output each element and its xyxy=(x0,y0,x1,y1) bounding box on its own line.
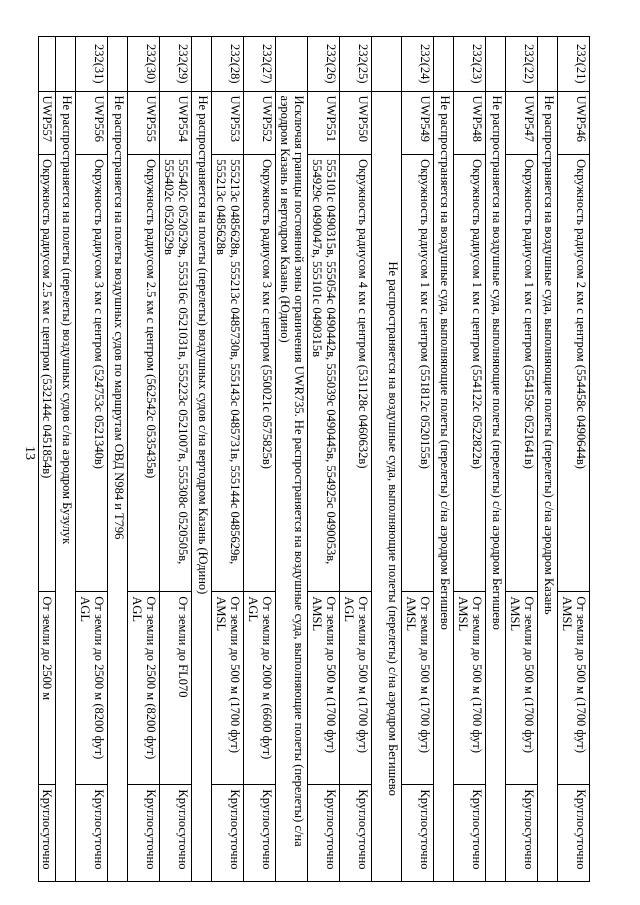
zone-code: UWP556 xyxy=(76,91,108,155)
zone-code: UWP546 xyxy=(558,91,590,155)
empty-cell xyxy=(56,37,76,92)
zone-number: 232(29) xyxy=(160,37,192,92)
zone-boundary: 555213с 0485628в, 555213с 0485730в, 555143с 0485731в, 555144с 0485629в, 555213с 0485628в xyxy=(212,155,244,592)
zone-boundary: Окружность радиусом 2 км с центром (554458с 0490644в) xyxy=(558,155,590,592)
activity-time: Круглосуточно xyxy=(76,785,108,882)
empty-cell xyxy=(486,37,506,92)
vertical-limits: От земли до 500 м (1700 фут) AMSL xyxy=(506,592,538,785)
table-row xyxy=(76,37,108,882)
zone-number xyxy=(39,37,56,92)
exception-note: Исключая границы постоянной зоны ограничения UWR735. Не распространяется на воздушные суда, выполняющие полеты (перелеты) с/на аэродром Казань и вертодром Казань (Юдино) xyxy=(276,91,308,881)
zone-number: 232(25) xyxy=(340,37,372,92)
zone-code: UWP549 xyxy=(402,91,434,155)
exception-note: Не распространяется на воздушные суда, выполняющие полеты (перелеты) с/на аэродром Бегишево xyxy=(486,91,506,881)
activity-time: Круглосуточно xyxy=(558,785,590,882)
table-row xyxy=(212,37,244,882)
restricted-zones-table xyxy=(38,36,590,882)
zone-boundary: Окружность радиусом 2.5 км с центром (532144с 0451854в) xyxy=(39,155,56,592)
vertical-limits: От земли до 500 м (1700 фут) AMSL xyxy=(558,592,590,785)
zone-boundary: Окружность радиусом 1 км с центром (554159с 0521641в) xyxy=(506,155,538,592)
table-row xyxy=(39,37,56,882)
zone-number: 232(28) xyxy=(212,37,244,92)
zone-code: UWP551 xyxy=(308,91,340,155)
zone-boundary: 555402с 0520529в, 555316с 0521031в, 555223с 0521007в, 555308с 0520505в, 555402с 0520529в xyxy=(160,155,192,592)
zone-number: 232(21) xyxy=(558,37,590,92)
note-row xyxy=(108,37,128,882)
activity-time: Круглосуточно xyxy=(39,785,56,882)
vertical-limits: От земли до 2500 м (8200 фут) AGL xyxy=(76,592,108,785)
note-row xyxy=(56,37,76,882)
note-row xyxy=(192,37,212,882)
exception-note: Не распространяется на полеты (перелеты) воздушных судов с/на аэродром Бузулук xyxy=(56,91,76,881)
zone-number: 232(27) xyxy=(244,37,276,92)
activity-time: Круглосуточно xyxy=(212,785,244,882)
exception-note: Не распространяется на полеты воздушных судов по маршрутам ОВД N984 и T796 xyxy=(108,91,128,881)
table-row xyxy=(558,37,590,882)
zone-boundary: Окружность радиусом 1 км с центром (554122с 0522822в) xyxy=(454,155,486,592)
empty-cell xyxy=(538,37,558,92)
zone-boundary: Окружность радиусом 3 км с центром (550021с 0575825в) xyxy=(244,155,276,592)
exception-note: Не распространяется на воздушные суда, выполняющие полеты (перелеты) с/на аэродром Бегишево xyxy=(434,91,454,881)
table-row xyxy=(402,37,434,882)
zone-code: UWP554 xyxy=(160,91,192,155)
exception-note: Не распространяется на воздушные суда, выполняющие полеты (перелеты) с/на аэродром Казань xyxy=(538,91,558,881)
empty-cell xyxy=(372,37,402,92)
exception-note: Не распространяется на полеты (перелеты) воздушных судов с/на вертодром Казань (Юдино) xyxy=(192,91,212,881)
exception-note: Не распространяется на воздушные суда, выполняющие полеты (перелеты) с/на аэродром Бегишево xyxy=(372,91,402,881)
note-row xyxy=(434,37,454,882)
page-number: 13 xyxy=(22,446,37,460)
rotated-table-frame xyxy=(40,36,590,882)
activity-time: Круглосуточно xyxy=(340,785,372,882)
zone-code: UWP557 xyxy=(39,91,56,155)
table-row xyxy=(308,37,340,882)
zone-number: 232(31) xyxy=(76,37,108,92)
zone-number: 232(23) xyxy=(454,37,486,92)
table-body xyxy=(39,37,590,882)
zone-code: UWP548 xyxy=(454,91,486,155)
zone-boundary: Окружность радиусом 4 км с центром (531128с 0460632в) xyxy=(340,155,372,592)
empty-cell xyxy=(434,37,454,92)
zone-code: UWP547 xyxy=(506,91,538,155)
note-row xyxy=(276,37,308,882)
zone-code: UWP553 xyxy=(212,91,244,155)
note-row xyxy=(538,37,558,882)
table-row xyxy=(454,37,486,882)
zone-boundary: 555101с 0490315в, 555054с 0490442в, 555039с 0490445в, 554925с 0490053в, 554929с 0490047в, 555101с 0490315в xyxy=(308,155,340,592)
zone-boundary: Окружность радиусом 1 км с центром (551812с 0520155в) xyxy=(402,155,434,592)
empty-cell xyxy=(192,37,212,92)
vertical-limits: От земли до 2500 м (8200 фут) AGL xyxy=(128,592,160,785)
table-row xyxy=(160,37,192,882)
vertical-limits: От земли до 500 м (1700 фут) AGL xyxy=(340,592,372,785)
zone-code: UWP552 xyxy=(244,91,276,155)
zone-number: 232(24) xyxy=(402,37,434,92)
empty-cell xyxy=(108,37,128,92)
zone-boundary: Окружность радиусом 2.5 км с центром (562542с 0535435в) xyxy=(128,155,160,592)
activity-time: Круглосуточно xyxy=(244,785,276,882)
table-row xyxy=(340,37,372,882)
zone-number: 232(22) xyxy=(506,37,538,92)
zone-number: 232(26) xyxy=(308,37,340,92)
activity-time: Круглосуточно xyxy=(308,785,340,882)
activity-time: Круглосуточно xyxy=(128,785,160,882)
zone-code: UWP550 xyxy=(340,91,372,155)
activity-time: Круглосуточно xyxy=(160,785,192,882)
vertical-limits: От земли до 2500 м xyxy=(39,592,56,785)
activity-time: Круглосуточно xyxy=(402,785,434,882)
vertical-limits: От земли до 500 м (1700 фут) AMSL xyxy=(402,592,434,785)
zone-code: UWP555 xyxy=(128,91,160,155)
vertical-limits: От земли до 500 м (1700 фут) AMSL xyxy=(212,592,244,785)
table-row xyxy=(244,37,276,882)
vertical-limits: От земли до 500 м (1700 фут) AMSL xyxy=(308,592,340,785)
note-row xyxy=(486,37,506,882)
table-row xyxy=(506,37,538,882)
zone-number: 232(30) xyxy=(128,37,160,92)
table-row xyxy=(128,37,160,882)
activity-time: Круглосуточно xyxy=(454,785,486,882)
activity-time: Круглосуточно xyxy=(506,785,538,882)
vertical-limits: От земли до FL070 xyxy=(160,592,192,785)
note-row xyxy=(372,37,402,882)
empty-cell xyxy=(276,37,308,92)
vertical-limits: От земли до 500 м (1700 фут) AMSL xyxy=(454,592,486,785)
zone-boundary: Окружность радиусом 3 км с центром (524753с 0521340в) xyxy=(76,155,108,592)
vertical-limits: От земли до 2000 м (6600 фут) AGL xyxy=(244,592,276,785)
